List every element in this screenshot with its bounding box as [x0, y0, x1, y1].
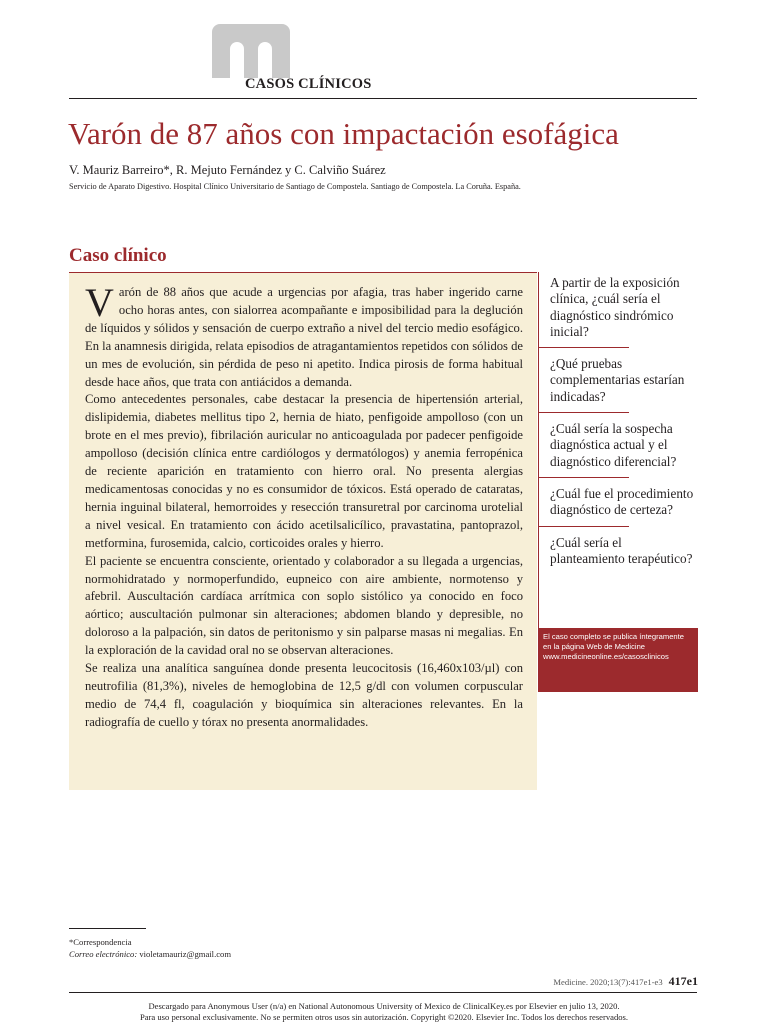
- article-title: Varón de 87 años con impactación esofágica: [68, 116, 619, 151]
- footer-rule: [69, 992, 697, 993]
- note-line: en la página Web de Medicine: [543, 641, 646, 651]
- journal-logo: [212, 24, 290, 78]
- logo-notch: [230, 42, 244, 78]
- download-notice-line: Para uso personal exclusivamente. No se permiten otros usos sin autorización. Copyright ©2020. Elsevier Inc. Todos los derechos reservados.: [139, 1011, 629, 1022]
- journal-ref: Medicine. 2020;13(7):417e1-e3: [553, 977, 663, 987]
- case-paragraph-3: El paciente se encuentra consciente, orientado y colaborador a su llegada a urgencias, normohidratado y normoperfundido, eupneico con aire ambiente, normotenso y afebril. Auscultación cardíaca arrítmica con soplo sistólico ya conocido en foco aórtico; auscultación pulmonar sin alteraciones; abdomen blando y depresible, no doloroso a la palpación, sin datos de peritonismo y sin palparse masas ni megalias. En la exploración de la cavidad oral no se observan alteraciones.: [85, 553, 523, 658]
- question-item: ¿Cuál sería la sospecha diagnóstica actual y el diagnóstico diferencial?: [550, 421, 677, 469]
- email-label: Correo electrónico:: [69, 949, 138, 959]
- section-label: CASOS CLÍNICOS: [245, 76, 372, 92]
- footnote-correspondence: *Correspondencia: [69, 937, 132, 947]
- footnote-email: [69, 949, 231, 959]
- case-heading: Caso clínico: [69, 245, 167, 266]
- logo-notch: [258, 42, 272, 78]
- question-separator: [538, 477, 629, 478]
- article-authors: V. Mauriz Barreiro*, R. Mejuto Fernández y C. Calviño Suárez: [69, 163, 386, 177]
- download-notice-line: Descargado para Anonymous User (n/a) en National Autonomous University of Mexico de ClinicalKey.es por Elsevier en julio 13, 2020.: [148, 1001, 620, 1011]
- article-affiliation: Servicio de Aparato Digestivo. Hospital Clínico Universitario de Santiago de Compostela. Santiago de Compostela. La Coruña. España.: [69, 182, 521, 191]
- footnote-rule: [69, 928, 146, 929]
- online-note-box: [538, 628, 698, 692]
- question-separator: [538, 526, 629, 527]
- question-separator: [538, 412, 629, 413]
- case-heading-rule: [69, 272, 537, 273]
- email-address: violetamauriz@gmail.com: [137, 949, 232, 959]
- case-paragraph-4: Se realiza una analítica sanguínea donde presenta leucocitosis (16,460x103/µl) con neutrofilia (81,3%), niveles de hemoglobina de 12,5 g/dl con volumen corpuscular medio de 74,4 fl, coagulación y bioquímica sin alteraciones relevantes. En la radiografía de cuello y tórax no presenta anormalidades.: [85, 661, 523, 729]
- questions-sidebar: [538, 272, 698, 574]
- question-separator: [538, 347, 629, 348]
- journal-citation: [553, 974, 698, 989]
- question-item: ¿Cuál sería el planteamiento terapéutico?: [550, 534, 693, 566]
- case-paragraph-1-text: arón de 88 años que acude a urgencias por afagia, tras haber ingerido carne ocho horas antes, con sialorrea acompañante e imposibilidad para la deglución de líquidos y sólidos y sensación de cuerpo extraño a nivel del tercio medio esofágico. En la anamnesis dirigida, relata episodios de atragantamientos repetidos con sólidos de un mes de evolución, sin pérdida de peso ni apetito. Indica pirosis de forma habitual desde hace años, que trata con antiácidos a demanda.: [85, 285, 523, 389]
- drop-cap: V: [85, 280, 114, 325]
- download-notice: [0, 1001, 768, 1022]
- note-url: www.medicineonline.es/casosclinicos: [543, 651, 669, 661]
- note-line: El caso completo se publica íntegramente: [543, 632, 684, 641]
- case-paragraph-1: [85, 280, 523, 391]
- case-text-box: [69, 272, 537, 790]
- case-paragraph-2: Como antecedentes personales, cabe destacar la presencia de hipertensión arterial, dislipidemia, diabetes mellitus tipo 2, hernia de hiato, penfigoide ampolloso (con un brote en el mes previo), fibrilación auricular no anticoagulada por padecer penfigoide ampolloso (decisión clínica entre cardiólogos y dermatólogos) y anemia ferropénica de reciente aparición en tratamiento con hierro oral. No presenta alergias medicamentosas conocidas y no es consumidor de tóxicos. Está operado de cataratas, hernia inguinal bilateral, hemorroides y resección transuretral por carcinoma urotelial a nivel vesical. En tratamiento con ácido acetilsalicílico, pravastatina, pantoprazol, metformina, furosemida, calcio, corticoides orales y hierro.: [85, 392, 523, 550]
- question-item: ¿Qué pruebas complementarias estarían indicadas?: [550, 356, 685, 404]
- question-item: ¿Cuál fue el procedimiento diagnóstico de certeza?: [550, 485, 694, 518]
- question-item: A partir de la exposición clínica, ¿cuál sería el diagnóstico sindrómico inicial?: [550, 275, 680, 339]
- page-number: 417e1: [668, 974, 698, 988]
- header-rule: [69, 98, 697, 99]
